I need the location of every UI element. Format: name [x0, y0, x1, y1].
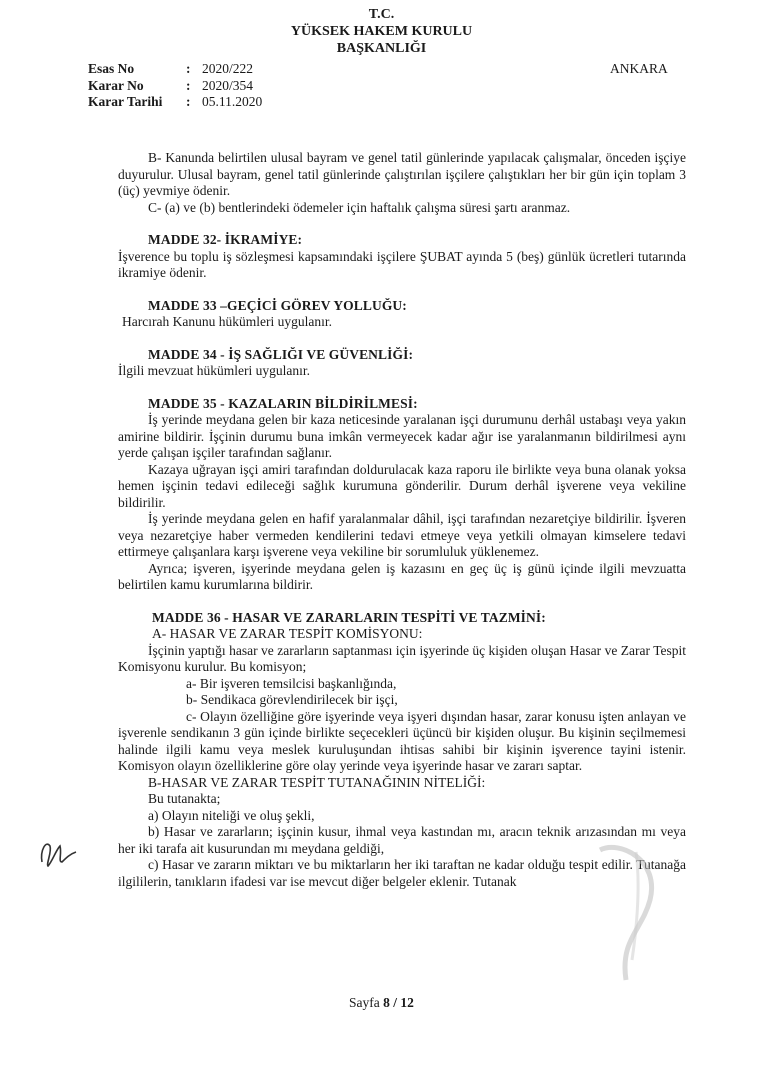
- page-value: 8 / 12: [383, 995, 414, 1010]
- article-32-text: İşverence bu toplu iş sözleşmesi kapsamındaki işçilere ŞUBAT ayında 5 (beş) günlük ücretleri tutarında ikramiye ödenir.: [118, 248, 686, 280]
- esas-row: [88, 61, 262, 78]
- header-presidency: BAŞKANLIĞI: [336, 41, 427, 56]
- header-tc: T.C.: [368, 7, 395, 22]
- page-prefix: Sayfa: [349, 995, 384, 1010]
- article-35-para-2: Kazaya uğrayan işçi amiri tarafından doldurulacak kaza raporu ile birlikte veya buna olanak yoksa hemen işçinin tedavi edileceği sağlık kurumuna gönderilir. Durum derhâl işverene veya vekiline bildirilir.: [118, 461, 686, 510]
- city: ANKARA: [610, 61, 668, 76]
- colon: :: [186, 94, 191, 109]
- article-36-section-b-item-b: b) Hasar ve zararların; işçinin kusur, ihmal veya kastından mı, aracın teknik arızasından mı veya her iki tarafa ait kusurundan mı meydana geldiği,: [118, 824, 686, 856]
- article-36-item-a: a- Bir işveren temsilcisi başkanlığında,: [186, 675, 397, 691]
- article-36-section-a-text: İşçinin yaptığı hasar ve zararların saptanması için işyerinde üç kişiden oluşan Hasar ve Zarar Tespit Komisyonu kurulur. Bu komisyon;: [118, 642, 686, 674]
- paragraph-b: B- Kanunda belirtilen ulusal bayram ve genel tatil günlerinde yapılacak çalışmalar, önceden işçiye duyurulur. Ulusal bayram, genel tatil günlerinde çalıştırılan işçilere çalıştıkları her bir gün için toplam 3 (üç) yevmiye ödenir.: [118, 150, 686, 198]
- article-35-para-3: İş yerinde meydana gelen en hafif yaralanmalar dâhil, işçi tarafından nezaretçiye bildirilir. İşveren veya nezaretçiye haber vermeden kendilerini tedavi etmeye veya yetkili olmayan kimselere tedavi ettirmeye çalışanlara karşı işverene veya vekiline bir sorumluluk yüklenemez.: [118, 511, 686, 559]
- article-36-section-b-intro: Bu tutanakta;: [148, 791, 221, 806]
- article-36-item-c: c- Olayın özelliğine göre işyerinde veya işyeri dışından hasar, zarar konusu işten anlayan ve işverenle sendikanın 3 gün içinde birlikte seçecekleri üçüncü bir kişiden oluşur. Bu kişinin seçilmemesi halinde ilgili kamu veya meslek kuruluşundan ihtisas sahibi bir kişinin işverence tayini istenir. Komisyon olayın özelliklerine göre olay yerinde veya işyerinde hasar ve zararı saptar.: [118, 708, 686, 773]
- tarih-value: 05.11.2020: [202, 94, 263, 109]
- header-institution: YÜKSEK HAKEM KURULU: [290, 24, 473, 39]
- article-34-heading: MADDE 34 - İŞ SAĞLIĞI VE GÜVENLİĞİ:: [148, 346, 414, 362]
- tarih-row: [88, 94, 262, 111]
- article-34-text: İlgili mevzuat hükümleri uygulanır.: [118, 363, 310, 378]
- colon: :: [186, 77, 191, 93]
- article-33-text: Harcırah Kanunu hükümleri uygulanır.: [122, 314, 332, 329]
- initial-signature: [36, 832, 86, 872]
- page-number: [0, 995, 763, 1011]
- stamp-mark: [580, 840, 730, 990]
- document-body: [118, 150, 686, 890]
- esas-label: Esas No: [88, 61, 135, 76]
- article-36-section-a-heading: A- HASAR VE ZARAR TESPİT KOMİSYONU:: [152, 626, 423, 641]
- paragraph-c: C- (a) ve (b) bentlerindeki ödemeler için haftalık çalışma süresi şartı aranmaz.: [148, 199, 571, 215]
- esas-value: 2020/222: [202, 61, 254, 76]
- article-32-heading: MADDE 32- İKRAMİYE:: [148, 232, 303, 247]
- article-36-heading: MADDE 36 - HASAR VE ZARARLARIN TESPİTİ VE TAZMİNİ:: [152, 609, 546, 625]
- tarih-label: Karar Tarihi: [88, 94, 163, 109]
- article-35-heading: MADDE 35 - KAZALARIN BİLDİRİLMESİ:: [148, 395, 418, 411]
- colon: :: [186, 61, 191, 76]
- article-36-item-b: b- Sendikaca görevlendirilecek bir işçi,: [186, 692, 398, 707]
- article-36-section-b-item-c: c) Hasar ve zararın miktarı ve bu miktarların her iki taraftan ne kadar olduğu tespit edilir. Tutanağa ilgililerin, tanıkların ifadesi var ise mevcut diğer belgeler eklenir. Tutanak: [118, 857, 686, 889]
- article-36-section-b-item-a: a) Olayın niteliği ve oluş şekli,: [148, 807, 315, 823]
- case-meta: [88, 61, 262, 111]
- karar-value: 2020/354: [202, 77, 254, 93]
- article-33-heading: MADDE 33 –GEÇİCİ GÖREV YOLLUĞU:: [148, 297, 407, 313]
- article-35-para-4: Ayrıca; işveren, işyerinde meydana gelen iş kazasını en geç üç iş günü içinde ilgili mevzuatta belirtilen kamu kurumlarına bildirir.: [118, 560, 686, 592]
- karar-label: Karar No: [88, 77, 144, 93]
- article-36-section-b-heading: B-HASAR VE ZARAR TESPİT TUTANAĞININ NİTELİĞİ:: [148, 774, 486, 790]
- karar-row: [88, 78, 262, 95]
- article-35-para-1: İş yerinde meydana gelen bir kaza neticesinde yaralanan işçi durumunu derhâl ustabaşı veya yakın amirine bildirir. İşçinin durumu buna imkân vermeyecek kadar ağır ise yaralanmanın bildirilmesi aynı yerde çalışan işçiler tarafından sağlanır.: [118, 412, 686, 460]
